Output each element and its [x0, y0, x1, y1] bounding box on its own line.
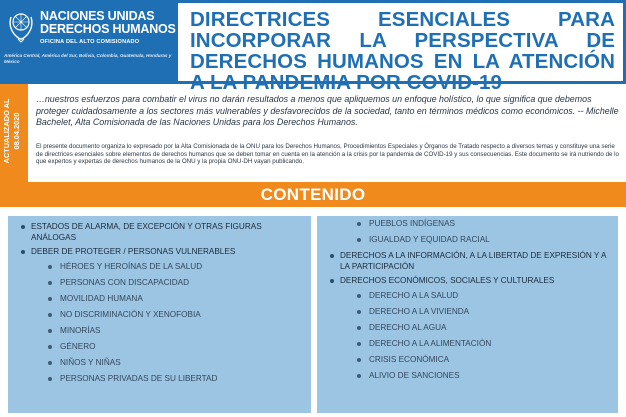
- contents-item-label: MINORÍAS: [60, 325, 101, 335]
- bullet-icon: [48, 313, 52, 317]
- bullet-icon: [357, 222, 361, 226]
- document-title: DIRECTRICES ESENCIALES PARA INCORPORAR LA PERSPECTIVA DE DERECHOS HUMANOS EN LA ATENCIÓN A LA PANDEMIA POR COVID-19: [190, 8, 615, 94]
- contents-section-item[interactable]: [18, 222, 308, 243]
- contents-subsection-item[interactable]: [18, 310, 308, 321]
- contents-subsection-item[interactable]: [327, 355, 615, 366]
- contents-left-list: [18, 222, 308, 390]
- contents-subsection-item[interactable]: [327, 219, 615, 230]
- contents-item-label: NO DISCRIMINACIÓN Y XENOFOBIA: [60, 309, 201, 319]
- contents-item-label: PERSONAS PRIVADAS DE SU LIBERTAD: [60, 373, 218, 383]
- organization-subtitle: OFICINA DEL ALTO COMISIONADO: [40, 39, 140, 45]
- contents-item-label: PERSONAS CON DISCAPACIDAD: [60, 277, 190, 287]
- bullet-icon: [48, 329, 52, 333]
- contents-left-column: [8, 216, 311, 413]
- bachelet-quote: …nuestros esfuerzos para combatir el virus no darán resultados a menos que apliquemos un enfoque holístico, lo que significa que debemos proteger cuidadosamente a los sectores más vulnerables y desfavorecidos de la sociedad, tanto en términos médicos como económicos. -- Michelle Bachelet, Alta Comisionada de las Naciones Unidas para los Derechos Humanos.: [36, 94, 619, 127]
- bullet-icon: [48, 281, 52, 285]
- bullet-icon: [357, 326, 361, 330]
- ohchr-logo-block: [0, 0, 178, 84]
- contents-item-label: DERECHO AL AGUA: [369, 322, 447, 332]
- bullet-icon: [357, 310, 361, 314]
- bullet-icon: [48, 297, 52, 301]
- contents-item-label: DERECHOS ECONÓMICOS, SOCIALES Y CULTURALES: [340, 276, 555, 286]
- contents-subsection-item[interactable]: [18, 326, 308, 337]
- bullet-icon: [357, 374, 361, 378]
- bullet-icon: [357, 238, 361, 242]
- bullet-icon: [330, 254, 334, 258]
- contents-subsection-item[interactable]: [18, 294, 308, 305]
- contents-item-label: NIÑOS Y NIÑAS: [60, 357, 121, 367]
- contents-heading: CONTENIDO: [260, 185, 366, 204]
- update-date-label: [2, 85, 22, 177]
- update-date-line1: ACTUALIZADO AL: [2, 98, 11, 164]
- bullet-icon: [48, 361, 52, 365]
- contents-subsection-item[interactable]: [18, 342, 308, 353]
- contents-item-label: DEBER DE PROTEGER / PERSONAS VULNERABLES: [31, 247, 236, 257]
- bullet-icon: [357, 294, 361, 298]
- org-name-line2: DERECHOS HUMANOS: [40, 22, 176, 36]
- contents-item-label: DERECHO A LA VIVIENDA: [369, 306, 470, 316]
- contents-subsection-item[interactable]: [18, 262, 308, 273]
- contents-item-label: DERECHO A LA SALUD: [369, 290, 459, 300]
- contents-subsection-item[interactable]: [18, 358, 308, 369]
- contents-section-item[interactable]: [18, 247, 308, 258]
- bullet-icon: [48, 345, 52, 349]
- contents-subsection-item[interactable]: [327, 235, 615, 246]
- bullet-icon: [330, 279, 334, 283]
- contents-item-label: HÉROES Y HEROÍNAS DE LA SALUD: [60, 261, 203, 271]
- bullet-icon: [48, 377, 52, 381]
- contents-subsection-item[interactable]: [327, 291, 615, 302]
- contents-subsection-item[interactable]: [327, 339, 615, 350]
- contents-item-label: DERECHO A LA ALIMENTACIÓN: [369, 338, 492, 348]
- page-header: [0, 0, 626, 94]
- org-name-line1: NACIONES UNIDAS: [40, 9, 155, 23]
- bullet-icon: [357, 358, 361, 362]
- contents-subsection-item[interactable]: [327, 371, 615, 382]
- contents-subsection-item[interactable]: [18, 278, 308, 289]
- contents-item-label: ESTADOS DE ALARMA, DE EXCEPCIÓN Y OTRAS FIGURAS ANÁLOGAS: [31, 222, 262, 242]
- title-block: [178, 0, 626, 94]
- contents-item-label: MOVILIDAD HUMANA: [60, 293, 143, 303]
- bullet-icon: [48, 265, 52, 269]
- contents-subsection-item[interactable]: [18, 374, 308, 385]
- contents-item-label: DERECHOS A LA INFORMACIÓN, A LA LIBERTAD DE EXPRESIÓN Y A LA PARTICIPACIÓN: [340, 250, 607, 271]
- un-laurel-emblem-icon: [6, 9, 36, 43]
- contents-item-label: GÉNERO: [60, 341, 96, 351]
- contents-item-label: ALIVIO DE SANCIONES: [369, 370, 460, 380]
- update-date-line2: 08.04.2020: [12, 112, 21, 150]
- bullet-icon: [21, 225, 25, 229]
- regions-list: América Central, América del Sur, Bolivia, Colombia, Guatemala, Honduras y México: [4, 53, 172, 64]
- contents-right-list: [327, 219, 615, 387]
- organization-name: [40, 10, 176, 36]
- contents-item-label: IGUALDAD Y EQUIDAD RACIAL: [369, 234, 490, 244]
- contents-heading-bar: [0, 182, 626, 207]
- bullet-icon: [357, 342, 361, 346]
- intro-paragraph: El presente documento organiza lo expresado por la Alta Comisionada de la ONU para los Derechos Humanos, Procedimientos Especiales y Órganos de Tratado respecto a diversos temas y constituye una serie de directrices esenciales sobre elementos de derechos humanos que se deben tomar en cuenta en la atención a la crisis por la pandemia de COVID-19 y sus consecuencias. Este documento se irá nutriendo de lo que expertos y expertas de derechos humanos de la ONU y la propia ONU-DH vayan publicando.: [36, 143, 619, 166]
- contents-subsection-item[interactable]: [327, 323, 615, 334]
- contents-section-item[interactable]: [327, 251, 615, 272]
- contents-section-item[interactable]: [327, 276, 615, 287]
- contents-right-column: [317, 216, 618, 413]
- bullet-icon: [21, 250, 25, 254]
- contents-subsection-item[interactable]: [327, 307, 615, 318]
- contents-item-label: PUEBLOS INDÍGENAS: [369, 219, 455, 228]
- contents-item-label: CRISIS ECONÓMICA: [369, 354, 450, 364]
